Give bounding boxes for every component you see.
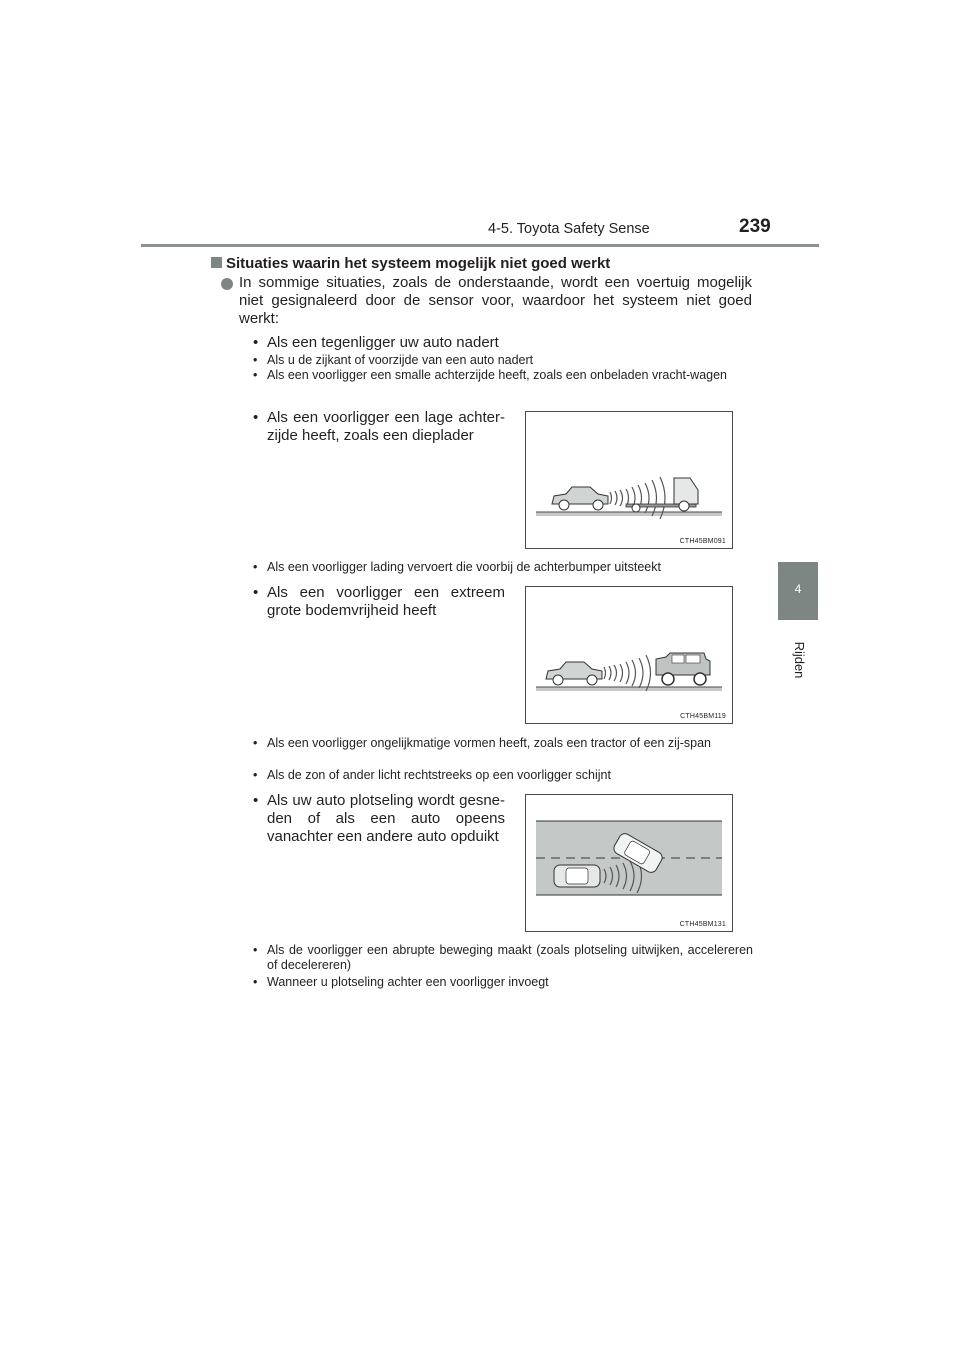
list-item-text: Als een voorligger een lage achter-zijde heeft, zoals een dieplader [267, 409, 505, 444]
chapter-title: Rijden [792, 641, 807, 679]
list-item-text: Als een voorligger een smalle achterzijde heeft, zoals een onbeladen vracht-wagen [267, 368, 728, 382]
car-and-suv-icon [526, 587, 732, 723]
car-and-low-trailer-icon [526, 412, 732, 548]
list-item-text: Als een tegenligger uw auto nadert [267, 334, 499, 351]
illustration-high-clearance [525, 586, 733, 724]
round-bullet-icon [221, 278, 233, 290]
list-item-text: Als een voorligger ongelijkmatige vormen heeft, zoals een tractor of een zij-span [267, 736, 711, 750]
figure-code: CTH45BM131 [679, 921, 726, 928]
page-number: 239 [739, 216, 771, 237]
figure-code: CTH45BM119 [680, 713, 726, 720]
chapter-tab [778, 562, 818, 620]
list-item-text: Als de voorligger een abrupte beweging maakt (zoals plotseling uitwijken, accelereren of decelereren) [267, 943, 753, 972]
section-title: 4-5. Toyota Safety Sense [488, 221, 650, 237]
section-heading [211, 255, 610, 272]
list-item-text: Als u de zijkant of voorzijde van een auto nadert [267, 353, 534, 367]
section-heading-text: Situaties waarin het systeem mogelijk niet goed werkt [226, 255, 611, 272]
list-item-text: Als de zon of ander licht rechtstreeks op een voorligger schijnt [267, 768, 611, 782]
list-item-text: Als een voorligger een extreem grote bodemvrijheid heeft [267, 584, 505, 619]
header-divider [141, 244, 819, 247]
list-item-text: Als een voorligger lading vervoert die voorbij de achterbumper uitsteekt [267, 560, 661, 574]
intro-paragraph: In sommige situaties, zoals de onderstaande, wordt een voertuig mogelijk niet gesignaleerd door de sensor voor, waardoor het systeem niet goed werkt: [239, 274, 752, 327]
list-item-text: Als uw auto plotseling wordt gesne-den of als een auto opeens vanachter een andere auto opduikt [267, 792, 505, 845]
illustration-low-trailer [525, 411, 733, 549]
square-marker-icon [211, 257, 222, 268]
illustration-cut-in [525, 794, 733, 932]
chapter-number: 4 [794, 582, 802, 596]
cut-in-vehicle-icon [526, 795, 732, 931]
figure-code: CTH45BM091 [679, 538, 726, 545]
list-item-text: Wanneer u plotseling achter een voorligger invoegt [267, 975, 549, 989]
